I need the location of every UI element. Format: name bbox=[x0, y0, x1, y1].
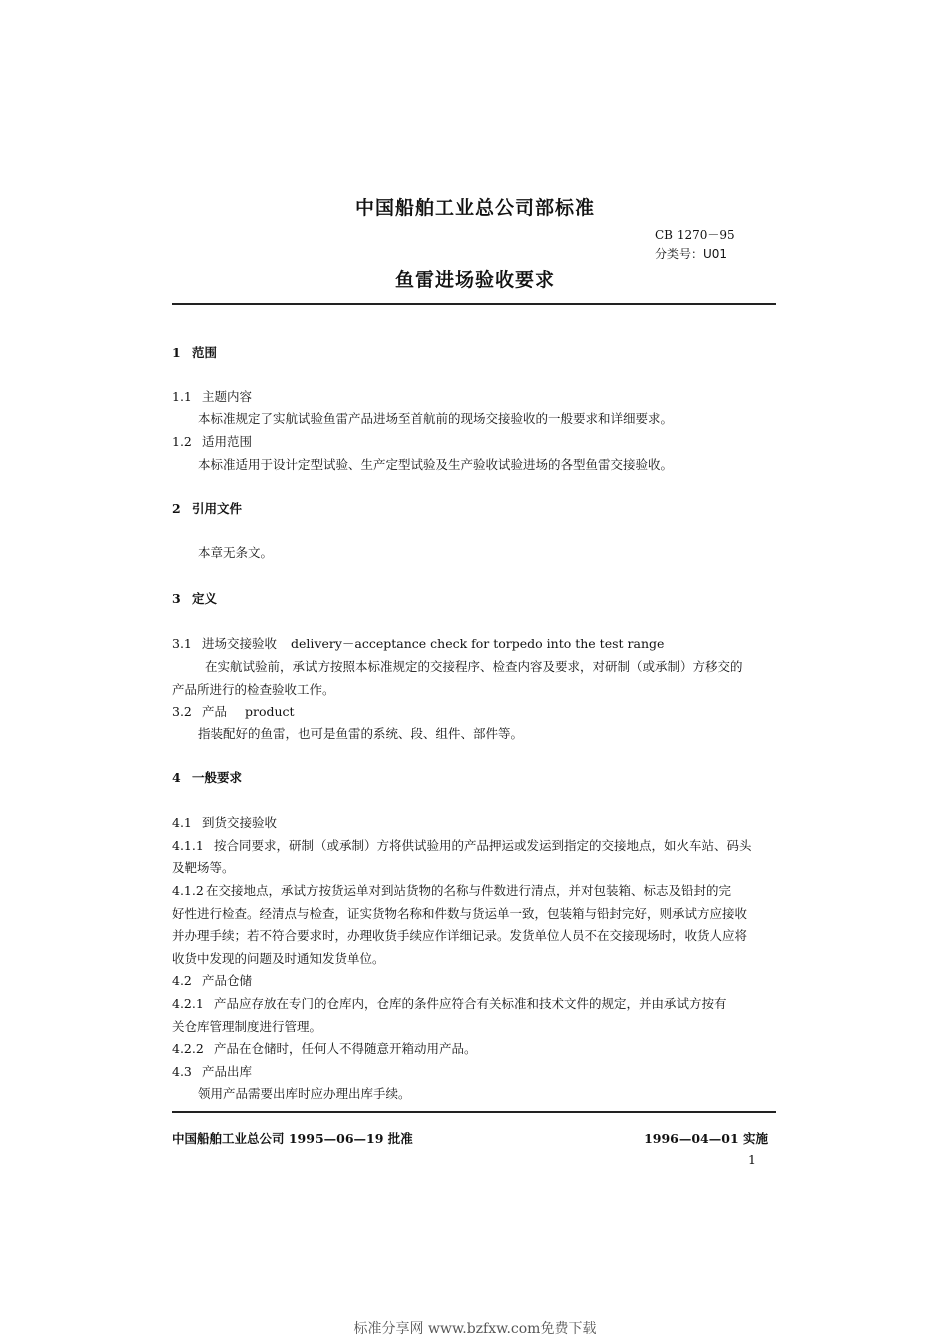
approval-date: 中国船舶工业总公司 1995—06—19 批准 bbox=[172, 1131, 413, 1146]
clause-text: 在交接地点，承试方按货运单对到站货物的名称与件数进行清点，并对包装箱、标志及铅封的完 bbox=[206, 883, 732, 898]
section-title: 一般要求 bbox=[192, 770, 243, 785]
clause-title: 主题内容 bbox=[202, 389, 253, 404]
clause-english-term: delivery－acceptance check for torpedo into the test range bbox=[291, 636, 665, 651]
clause-number: 4.1.2 bbox=[172, 883, 204, 898]
clause-1-1-heading bbox=[172, 387, 252, 405]
classification-number: 分类号：U01 bbox=[655, 247, 728, 261]
standard-code: CB 1270－95 bbox=[655, 228, 735, 242]
clause-number: 4.3 bbox=[172, 1064, 192, 1079]
clause-4-2-2 bbox=[172, 1039, 477, 1057]
title-divider bbox=[172, 303, 776, 305]
section-title: 定义 bbox=[192, 591, 218, 606]
section-1-heading bbox=[172, 343, 217, 361]
clause-3-2-text: 指装配好的鱼雷，也可是鱼雷的系统、段、组件、部件等。 bbox=[198, 726, 524, 741]
clause-title: 产品 bbox=[202, 704, 228, 719]
section-number: 4 bbox=[172, 770, 181, 785]
clause-number: 1.1 bbox=[172, 389, 192, 404]
clause-title: 到货交接验收 bbox=[202, 815, 278, 830]
clause-4-1-1-line-2: 及靶场等。 bbox=[172, 860, 235, 875]
clause-text: 产品在仓储时，任何人不得随意开箱动用产品。 bbox=[214, 1041, 477, 1056]
section-3-heading bbox=[172, 589, 217, 607]
section-number: 3 bbox=[172, 591, 181, 606]
clause-text: 产品应存放在专门的仓库内，仓库的条件应符合有关标准和技术文件的规定，并由承试方按有 bbox=[214, 996, 727, 1011]
clause-number: 4.1 bbox=[172, 815, 192, 830]
section-2-heading bbox=[172, 499, 242, 517]
clause-title: 产品仓储 bbox=[202, 973, 253, 988]
footer-divider bbox=[172, 1111, 776, 1113]
clause-3-1-text-line-1: 在实航试验前，承试方按照本标准规定的交接程序、检查内容及要求，对研制（或承制）方移交的 bbox=[205, 659, 743, 674]
section-number: 1 bbox=[172, 345, 181, 360]
watermark: 标准分享网 www.bzfxw.com免费下载 bbox=[353, 1321, 597, 1337]
section-title: 范围 bbox=[192, 345, 218, 360]
clause-number: 4.2 bbox=[172, 973, 192, 988]
clause-number: 4.2.2 bbox=[172, 1041, 204, 1056]
clause-4-3-text: 领用产品需要出库时应办理出库手续。 bbox=[198, 1086, 411, 1101]
clause-4-1-2-line-4: 收货中发现的问题及时通知发货单位。 bbox=[172, 951, 385, 966]
clause-4-2-1-line-1 bbox=[172, 994, 727, 1012]
clause-4-1-heading bbox=[172, 813, 277, 831]
clause-4-1-2-line-1 bbox=[172, 881, 731, 899]
clause-4-2-1-line-2: 关仓库管理制度进行管理。 bbox=[172, 1019, 323, 1034]
clause-number: 4.1.1 bbox=[172, 838, 204, 853]
implementation-date: 1996—04—01 实施 bbox=[644, 1131, 768, 1146]
clause-3-1-heading bbox=[172, 634, 664, 652]
clause-3-1-text-line-2: 产品所进行的检查验收工作。 bbox=[172, 682, 335, 697]
clause-4-1-2-line-2: 好性进行检查。经清点与检查，证实货物名称和件数与货运单一致，包装箱与铅封完好，则承试方应接收 bbox=[172, 906, 748, 921]
clause-1-2-heading bbox=[172, 432, 252, 450]
clause-number: 3.1 bbox=[172, 636, 192, 651]
clause-4-2-heading bbox=[172, 971, 252, 989]
clause-3-2-heading bbox=[172, 702, 295, 720]
clause-title: 适用范围 bbox=[202, 434, 253, 449]
section-4-heading bbox=[172, 768, 242, 786]
clause-text: 按合同要求，研制（或承制）方将供试验用的产品押运或发运到指定的交接地点，如火车站、码头 bbox=[214, 838, 752, 853]
clause-number: 1.2 bbox=[172, 434, 192, 449]
clause-title: 进场交接验收 bbox=[202, 636, 278, 651]
document-title: 鱼雷进场验收要求 bbox=[394, 269, 555, 291]
section-2-text: 本章无条文。 bbox=[198, 545, 274, 560]
clause-number: 3.2 bbox=[172, 704, 192, 719]
section-title: 引用文件 bbox=[192, 501, 243, 516]
page-number: 1 bbox=[748, 1152, 756, 1167]
issuing-organization: 中国船舶工业总公司部标准 bbox=[354, 197, 595, 219]
clause-title: 产品出库 bbox=[202, 1064, 253, 1079]
clause-4-3-heading bbox=[172, 1062, 252, 1080]
clause-4-1-1-line-1 bbox=[172, 836, 752, 854]
clause-1-1-text: 本标准规定了实航试验鱼雷产品进场至首航前的现场交接验收的一般要求和详细要求。 bbox=[198, 411, 674, 426]
clause-4-1-2-line-3: 并办理手续；若不符合要求时，办理收货手续应作详细记录。发货单位人员不在交接现场时，收货人应将 bbox=[172, 928, 748, 943]
section-number: 2 bbox=[172, 501, 181, 516]
clause-1-2-text: 本标准适用于设计定型试验、生产定型试验及生产验收试验进场的各型鱼雷交接验收。 bbox=[198, 457, 674, 472]
clause-english-term: product bbox=[245, 704, 295, 719]
clause-number: 4.2.1 bbox=[172, 996, 204, 1011]
